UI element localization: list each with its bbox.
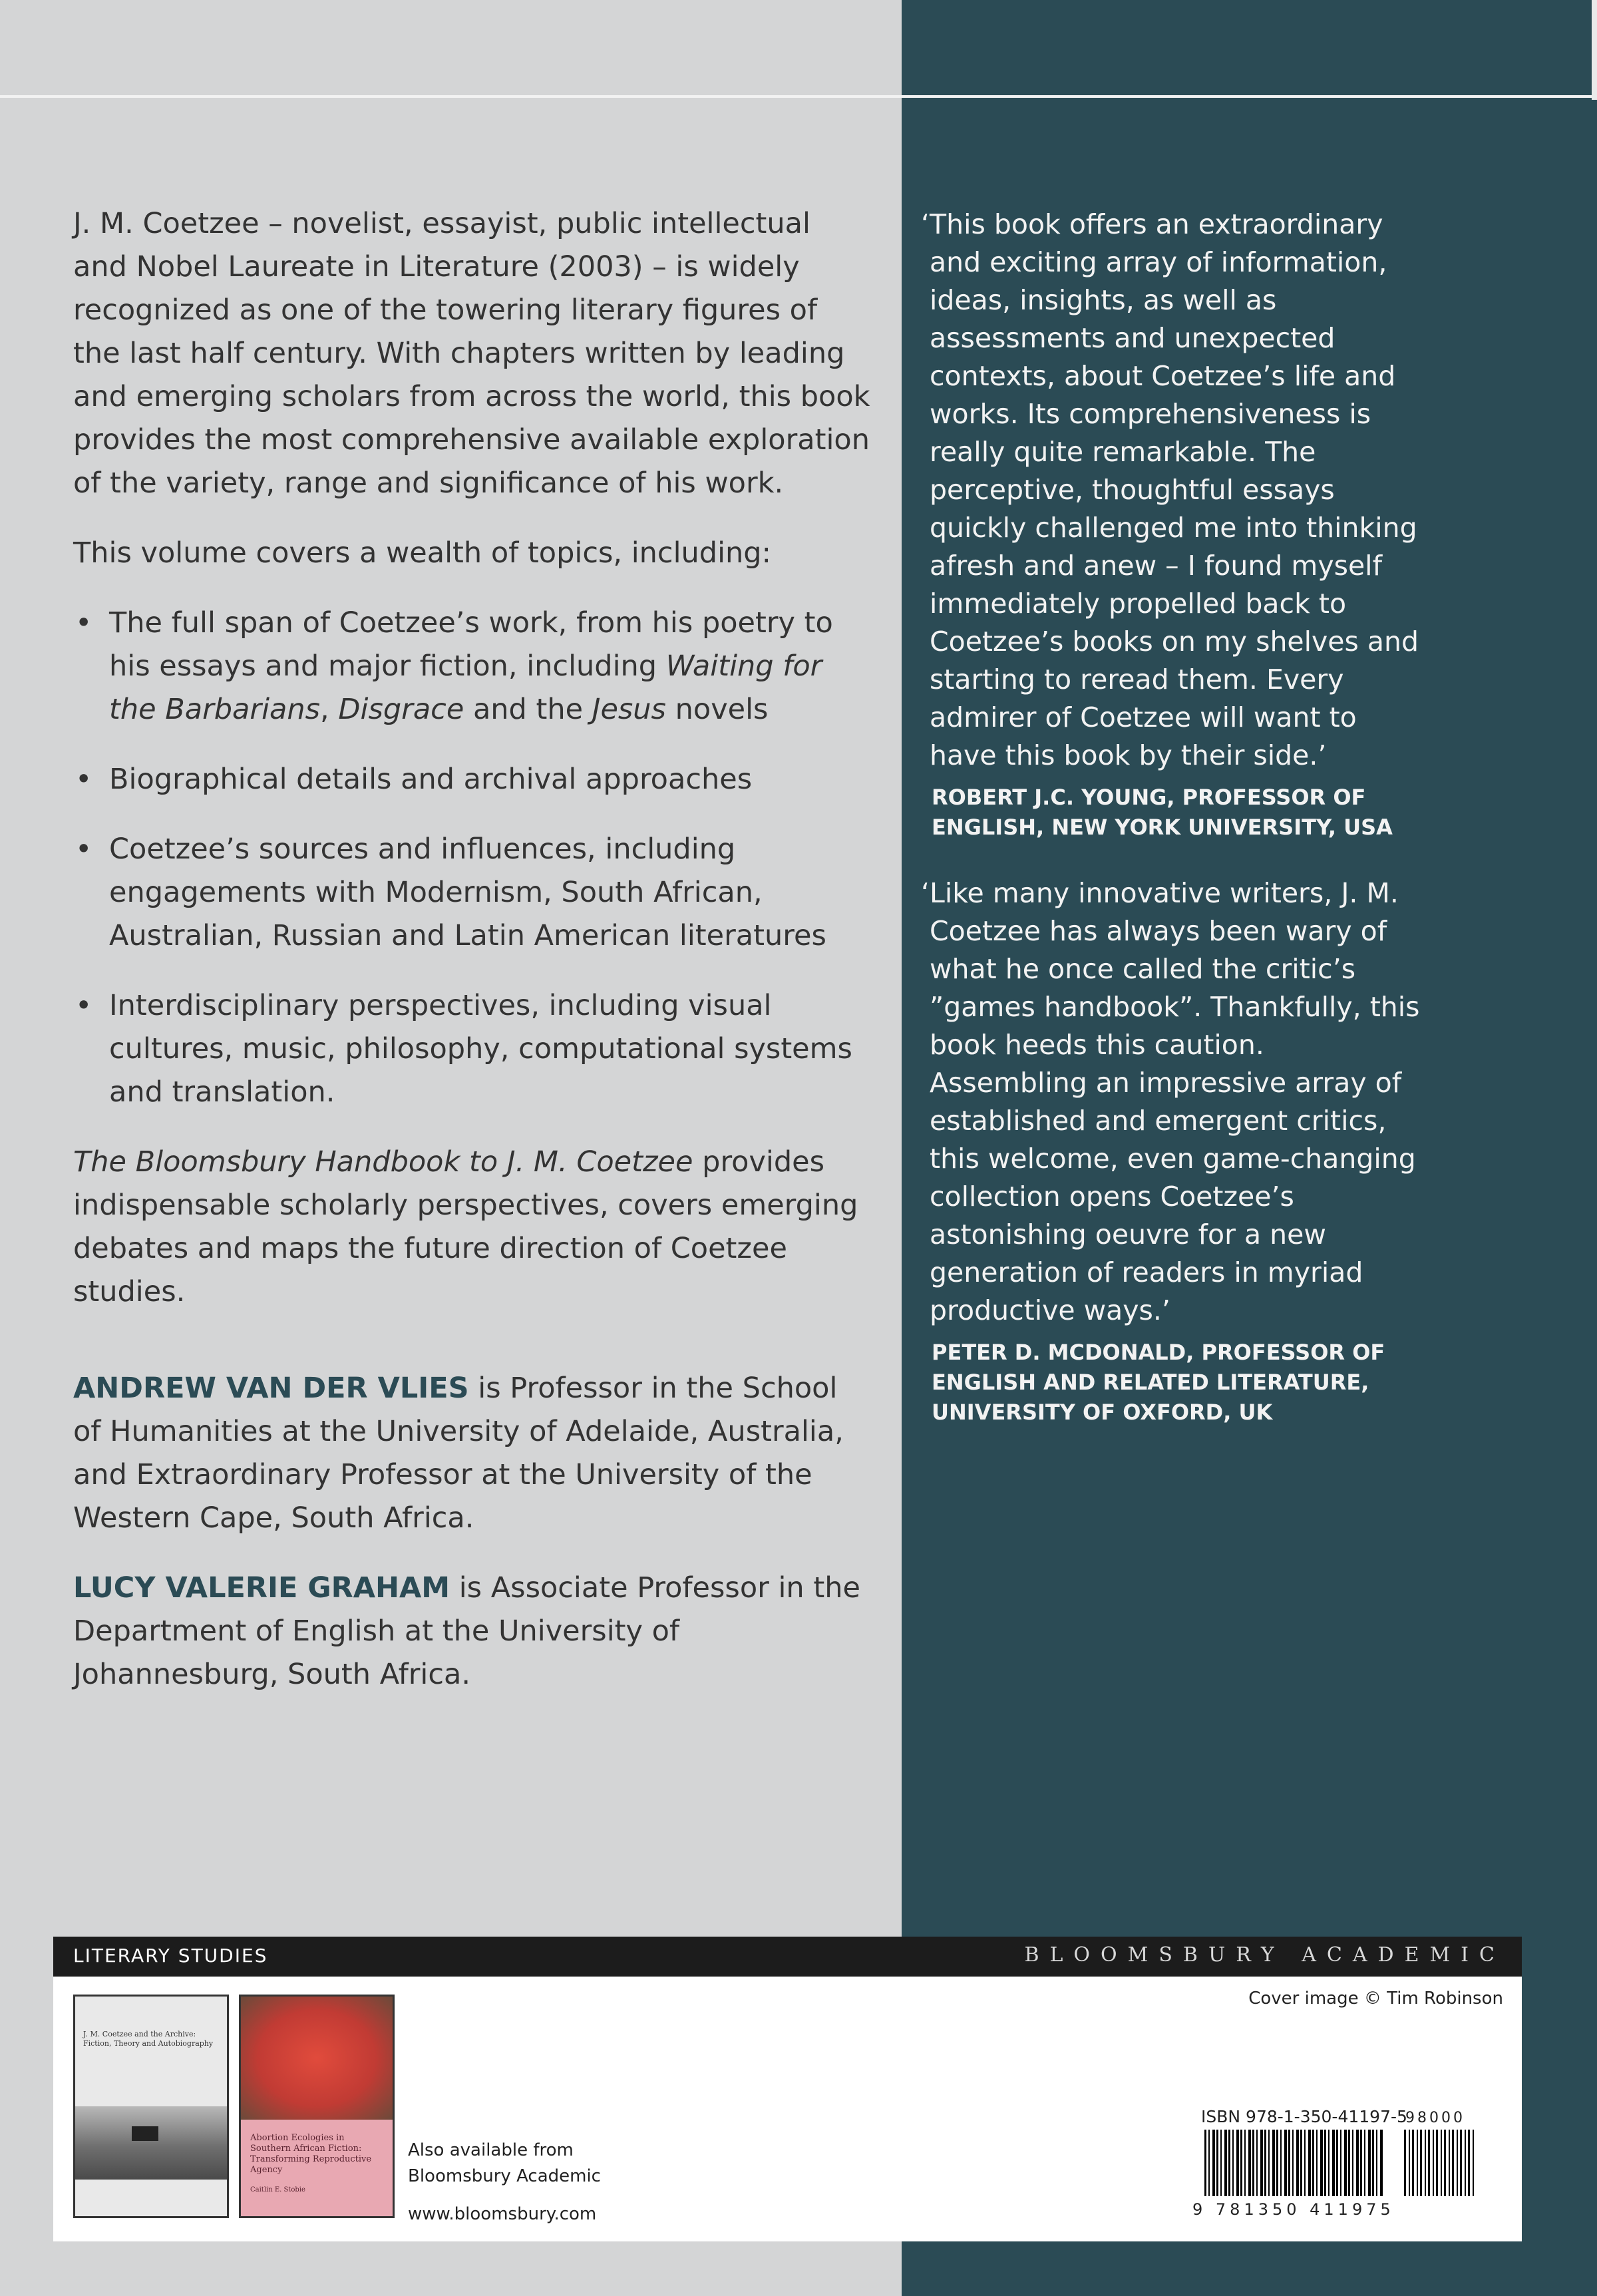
topic-item: • The full span of Coetzee’s work, from his poetry to his essays and major fiction, including Waiting for the Barbarians, Disgrace and the Jesus novels [73,602,872,731]
editor-name: ANDREW VAN DER VLIES [73,1372,469,1405]
footer-bar [53,1937,1522,1977]
endorsements [921,206,1427,1428]
topic-item: • Coetzee’s sources and influences, including engagements with Modernism, South African, Australian, Russian and Latin American literatures [73,828,872,958]
related-book-title: Abortion Ecologies in Southern African Fiction: Transforming Reproductive Agency [250,2133,372,2175]
related-book-author: Caitlin E. Stobie [250,2186,305,2194]
publisher-logo: BLOOMSBURY ACADEMIC [1024,1943,1505,1967]
also-available: Also available from Bloomsbury Academic [408,2140,601,2186]
related-book-cover [73,1995,229,2218]
topic-item: • Biographical details and archival approaches [73,758,872,801]
cover-photo [241,1997,393,2120]
page-edge [1592,0,1597,100]
barcode-digits: 9 781350 411975 [1192,2200,1395,2219]
subject-category: LITERARY STUDIES [73,1945,268,1967]
price-code: 98000 [1405,2110,1465,2126]
endorsement-attribution: PETER D. MCDONALD, PROFESSOR OF ENGLISH AND RELATED LITERATURE, UNIVERSITY OF OXFORD, UK [932,1340,1385,1425]
top-rule [0,95,1597,98]
topics-list [73,602,872,1114]
editor-name: LUCY VALERIE GRAHAM [73,1571,450,1605]
barcode [1204,2130,1384,2196]
price-barcode [1404,2130,1474,2196]
publisher-website: www.bloomsbury.com [408,2204,597,2224]
topics-lead: This volume covers a wealth of topics, including: [73,536,772,570]
mailbox-icon [132,2126,158,2141]
bullet-icon: • [75,763,92,796]
cover-photo [75,2106,227,2180]
topic-item: • Interdisciplinary perspectives, including visual cultures, music, philosophy, computational systems and translation. [73,984,872,1114]
intro-paragraph: J. M. Coetzee – novelist, essayist, public intellectual and Nobel Laureate in Literature (2003) – is widely recognized as one of the towering literary figures of the last half century. With chapters written by leading and emerging scholars from across the world, this book provides the most comprehensive available exploration of the variety, range and significance of his work. [73,207,870,500]
book-title: The Bloomsbury Handbook to J. M. Coetzee [73,1145,693,1179]
footer-box [53,1977,1522,2241]
bullet-icon: • [75,833,92,866]
endorsement-quote: ‘Like many innovative writers, J. M. Coetzee has always been wary of what he once called the critic’s ”games handbook”. Thankfully, this book heeds this caution. Assembling an impressive array of established and emergent critics, this welcome, even game-changing collection opens Coetzee’s astonishing oeuvre for a new generation of readers in myriad productive ways.’ [921,877,1420,1326]
endorsement-attribution: ROBERT J.C. YOUNG, PROFESSOR OF ENGLISH, NEW YORK UNIVERSITY, USA [932,785,1393,840]
book-description [73,202,872,1723]
related-book-cover [239,1995,395,2218]
bullet-icon: • [75,606,92,640]
isbn: ISBN 978-1-350-41197-5 [1201,2107,1407,2126]
editor-bio: LUCY VALERIE GRAHAM is Associate Professor in the Department of English at the University of Johannesburg, South Africa. [73,1571,860,1691]
closing-paragraph: The Bloomsbury Handbook to J. M. Coetzee provides indispensable scholarly perspectives, covers emerging debates and maps the future direction of Coetzee studies. [73,1145,858,1308]
editor-bio: ANDREW VAN DER VLIES is Professor in the School of Humanities at the University of Adelaide, Australia, and Extraordinary Professor at the University of the Western Cape, South Africa. [73,1372,844,1535]
endorsement-quote: ‘This book offers an extraordinary and exciting array of information, ideas, insights, as well as assessments and unexpected contexts, about Coetzee’s life and works. Its comprehensiveness is really quite remarkable. The perceptive, thoughtful essays quickly challenged me into thinking afresh and anew – I found myself immediately propelled back to Coetzee’s books on my shelves and starting to reread them. Every admirer of Coetzee will want to have this book by their side.’ [921,208,1419,771]
related-book-title: J. M. Coetzee and the Archive: Fiction, Theory and Autobiography [83,2030,214,2048]
bullet-icon: • [75,989,92,1022]
cover-credit: Cover image © Tim Robinson [1248,1989,1503,2009]
